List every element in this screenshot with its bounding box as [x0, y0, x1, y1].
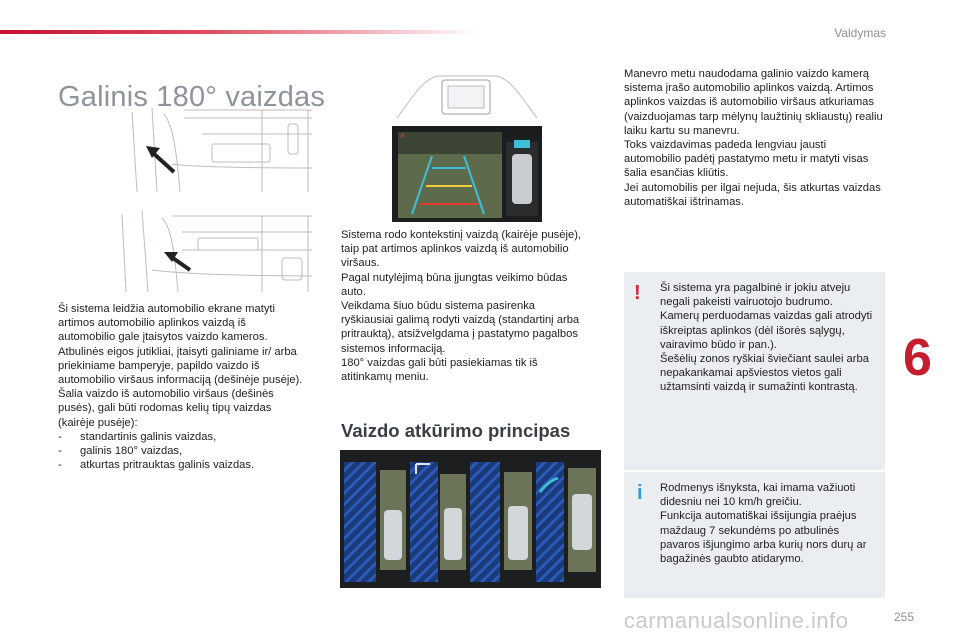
- header-accent-bar: [0, 30, 480, 34]
- warning-exclamation-icon: !: [634, 282, 641, 304]
- dashboard-screen-illustration: [392, 68, 542, 124]
- vehicle-rear-illustration-top: [112, 104, 318, 196]
- section-heading: Vaizdo atkūrimo principas: [341, 420, 571, 442]
- list-item-text: atkurtas pritrauktas galinis vaizdas.: [80, 459, 255, 472]
- list-dash: -: [58, 430, 62, 443]
- list-dash: -: [58, 459, 62, 472]
- reconstruction-description-text: [624, 67, 886, 209]
- recording-paragraph: Manevro metu naudodama galinio vaizdo kamerą sistema įrašo automobilio aplinkos vaizdą. Artimos aplinkos vaizdas iš automobilio viršaus atkuriamas (vaizduojamas tarp mėlynų laužtinių skliaustų) realiu laiku kartu su manevru.: [624, 68, 883, 137]
- info-paragraph: Funkcija automatiškai išsijungia praėjus maždaug 7 sekundėms po atbulinės pavaros išjungimo arba kurių nors durų ar bagažinės gaubto atidarymo.: [660, 510, 867, 566]
- list-item-text: standartinis galinis vaizdas,: [80, 430, 217, 443]
- warning-paragraph: Ši sistema yra pagalbinė ir jokiu atveju negali pakeisti vairuotojo budrumo.: [660, 282, 851, 309]
- menu-paragraph: 180° vaizdas gali būti pasiekiamas tik iš atitinkamų meniu.: [341, 356, 538, 384]
- svg-text:x: x: [400, 131, 405, 140]
- page-title: Galinis 180° vaizdas: [58, 81, 326, 114]
- section-label: Valdymas: [834, 26, 886, 40]
- warning-text: [660, 281, 878, 395]
- view-reconstruction-image: [340, 450, 601, 588]
- info-paragraph: Rodmenys išnyksta, kai imama važiuoti didesniu nei 10 km/h greičiu.: [660, 482, 856, 509]
- list-item: [58, 458, 303, 472]
- list-item-text: galinis 180° vaizdas,: [80, 445, 183, 458]
- info-icon: i: [637, 482, 643, 504]
- context-view-paragraph: Sistema rodo kontekstinį vaizdą (kairėje pusėje), taip pat artimos aplinkos vaizdą iš automobilio viršaus.: [341, 229, 582, 270]
- list-item: [58, 430, 303, 444]
- default-mode-paragraph: Pagal nutylėjimą būna įjungtas veikimo būdas auto.: [341, 271, 568, 298]
- warning-paragraph: Šešėlių zonos ryškiai šviečiant saulei arba nepakankamai apšviestos vietos gali užtamsinti vaizdą ir sumažinti kontrastą.: [660, 353, 869, 394]
- info-box: [624, 472, 885, 598]
- views-paragraph: Šalia vaizdo iš automobilio viršaus (dešinės pusės), gali būti rodomas kelių tipų vaizdas (kairėje pusėje):: [58, 388, 274, 429]
- intro-paragraph: Ši sistema leidžia automobilio ekrane matyti artimos automobilio aplinkos vaizdą iš automobilio gale įtaisytos vaizdo kameros.: [58, 303, 276, 344]
- system-description-text: [341, 228, 587, 384]
- info-text: [660, 481, 878, 566]
- list-item: [58, 444, 303, 458]
- chapter-number: 6: [903, 329, 932, 387]
- sensors-paragraph: Atbulinės eigos jutikliai, įtaisyti galiniame ir/ arba priekiniame bamperyje, papildo vaizdo iš automobilio viršaus informaciją (dešinėje pusėje).: [58, 345, 303, 387]
- list-dash: -: [58, 445, 62, 458]
- warning-box: [624, 272, 885, 470]
- positioning-paragraph: Toks vaizdavimas padeda lengviau jausti automobilio padėtį pastatymo metu ir matyti visas šalia esančias kliūtis.: [624, 139, 869, 180]
- view-types-list: [58, 430, 303, 473]
- watermark: carmanualsonline.info: [624, 608, 849, 633]
- intro-text: [58, 302, 303, 472]
- camera-rear-view-image: [392, 126, 542, 222]
- page-number: 255: [893, 610, 914, 624]
- erase-paragraph: Jei automobilis per ilgai nejuda, šis atkurtas vaizdas automatiškai ištrinamas.: [624, 181, 881, 208]
- warning-paragraph: Kamerų perduodamas vaizdas gali atrodyti iškreiptas aplinkos (dėl išorės sąlygų, vairavimo būdo ir pan.).: [660, 310, 873, 351]
- vehicle-rear-illustration-bottom: [112, 204, 318, 296]
- auto-mode-paragraph: Veikdama šiuo būdu sistema pasirenka ryškiausiai galimą rodyti vaizdą (standartinį arba pritrauktą), atsižvelgdama į pastatymo pagalbos sistemos informaciją.: [341, 300, 580, 355]
